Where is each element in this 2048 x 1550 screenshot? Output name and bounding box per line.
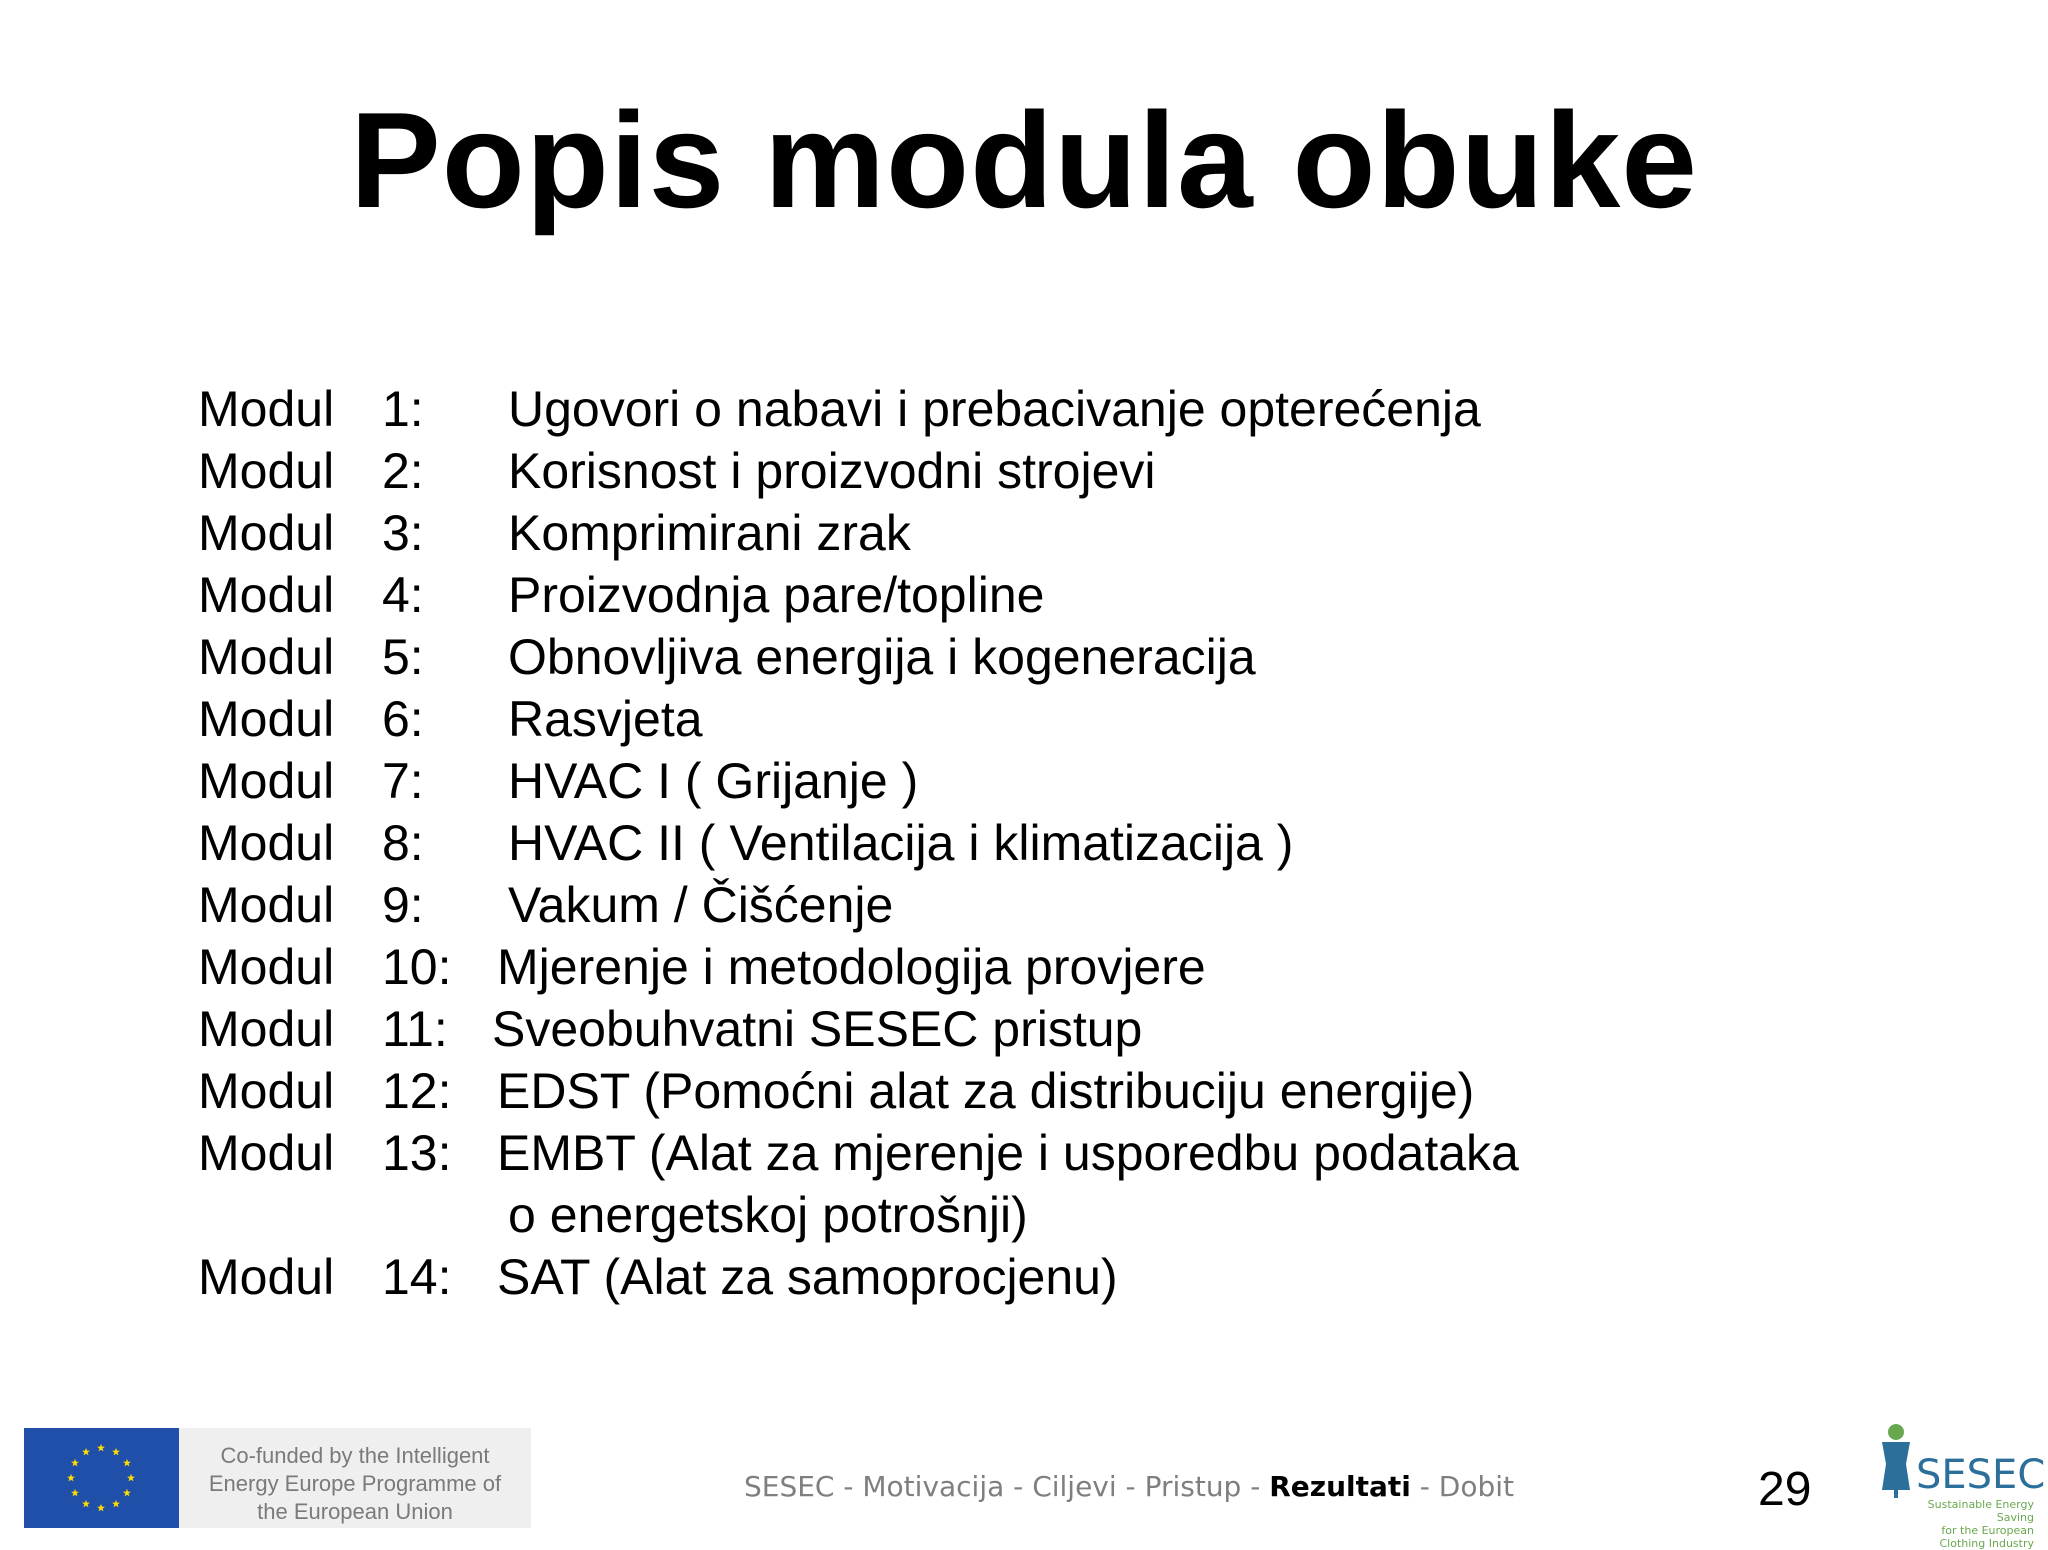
slide-title: Popis modula obuke [350,84,1698,236]
cofund-line: Co-funded by the Intelligent [220,1443,490,1468]
module-title: Korisnost i proizvodni strojevi [508,443,1156,499]
module-title-continuation: o energetskoj potrošnji) [508,1187,1028,1243]
module-title: SAT (Alat za samoprocjenu) [497,1249,1118,1305]
module-number: 13: [382,1125,452,1181]
module-number: 5: [382,629,424,685]
module-title: Sveobuhvatni SESEC pristup [492,1001,1143,1057]
nav-item-motivacija[interactable]: Motivacija [862,1470,1005,1503]
nav-separator: - [1116,1470,1145,1503]
nav-separator: - [1241,1470,1270,1503]
module-title: EDST (Pomoćni alat za distribuciju energije) [497,1063,1475,1119]
module-word: Modul [198,753,335,809]
module-number: 3: [382,505,424,561]
module-title: Mjerenje i metodologija provjere [497,939,1206,995]
module-word: Modul [198,939,335,995]
module-number: 4: [382,567,424,623]
nav-separator: - [1004,1470,1033,1503]
module-word: Modul [198,691,335,747]
sesec-tagline-line: Sustainable Energy Saving [1927,1498,2034,1524]
module-number: 12: [382,1063,452,1119]
nav-item-ciljevi[interactable]: Ciljevi [1032,1470,1117,1503]
module-number: 7: [382,753,424,809]
module-number: 8: [382,815,424,871]
sesec-tagline [1904,1498,2034,1550]
nav-item-rezultati[interactable]: Rezultati [1269,1470,1411,1503]
page-number: 29 [1758,1463,1812,1516]
module-title: Komprimirani zrak [508,505,911,561]
eu-flag-icon [24,1428,179,1528]
nav-separator: - [1410,1470,1439,1503]
module-number: 14: [382,1249,452,1305]
module-title: EMBT (Alat za mjerenje i usporedbu podataka [497,1125,1519,1181]
nav-item-sesec[interactable]: SESEC [744,1470,835,1503]
module-word: Modul [198,1001,335,1057]
module-title: Vakum / Čišćenje [508,877,894,933]
footer-nav [744,1470,1514,1503]
module-number: 1: [382,381,424,437]
module-title: Proizvodnja pare/topline [508,567,1045,623]
module-word: Modul [198,443,335,499]
nav-item-dobit[interactable]: Dobit [1438,1470,1515,1503]
sesec-name: SESEC [1916,1452,2046,1498]
module-number: 11: [382,1001,448,1057]
nav-separator: - [834,1470,863,1503]
module-word: Modul [198,567,335,623]
nav-item-pristup[interactable]: Pristup [1144,1470,1242,1503]
module-word: Modul [198,877,335,933]
module-word: Modul [198,1249,335,1305]
module-title: Rasvjeta [508,691,703,747]
module-word: Modul [198,629,335,685]
module-title: Ugovori o nabavi i prebacivanje opterećenja [508,381,1481,437]
module-number: 6: [382,691,424,747]
module-number: 2: [382,443,424,499]
module-word: Modul [198,505,335,561]
module-title: HVAC I ( Grijanje ) [508,753,919,809]
module-word: Modul [198,1125,335,1181]
module-number: 9: [382,877,424,933]
module-title: HVAC II ( Ventilacija i klimatizacija ) [508,815,1294,871]
cofund-text [179,1428,531,1528]
cofund-line: the European Union [257,1499,453,1524]
sesec-logo [1874,1420,2046,1550]
module-number: 10: [382,939,452,995]
module-word: Modul [198,815,335,871]
module-title: Obnovljiva energija i kogeneracija [508,629,1256,685]
sesec-tagline-line: for the European Clothing Industry [1939,1524,2034,1550]
cofund-line: Energy Europe Programme of [208,1471,502,1496]
module-word: Modul [198,381,335,437]
module-word: Modul [198,1063,335,1119]
cofund-logo [24,1428,531,1528]
